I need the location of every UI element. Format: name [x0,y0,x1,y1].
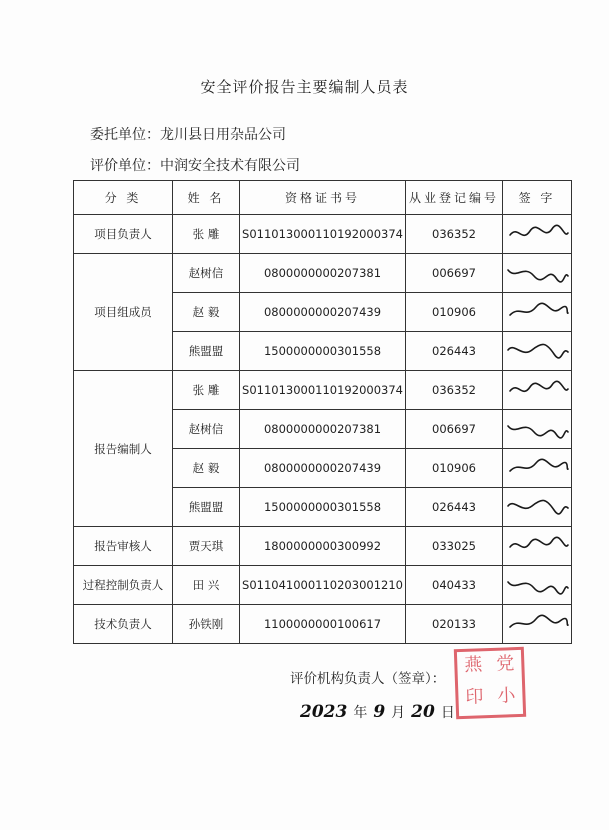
seal-char: 小 [497,685,516,707]
responsible-signature-label: 评价机构负责人（签章）： [290,671,446,687]
handwritten-signature-icon [504,533,570,559]
signature-cell [503,254,572,293]
signature-cell [503,215,572,254]
cert-cell: S011013000110192000374 [240,215,406,254]
registration-cell: 020133 [406,605,503,644]
name-cell: 田 兴 [173,566,240,605]
signature-cell [503,410,572,449]
signature-cell [503,371,572,410]
registration-cell: 040433 [406,566,503,605]
header-cert: 资格证书号 [240,181,406,215]
table-header-row [74,181,572,215]
date-month: 9 [373,702,386,722]
category-cell: 报告编制人 [74,371,173,527]
registration-cell: 006697 [406,254,503,293]
name-cell: 熊盟盟 [173,488,240,527]
signing-date [300,702,455,722]
signature-cell [503,293,572,332]
registration-cell: 036352 [406,215,503,254]
table-row [74,215,572,254]
name-cell: 熊盟盟 [173,332,240,371]
seal-char: 印 [465,686,484,708]
signature-cell [503,332,572,371]
handwritten-signature-icon [504,572,570,598]
header-name: 姓 名 [173,181,240,215]
registration-cell: 010906 [406,449,503,488]
signature-cell [503,527,572,566]
handwritten-signature-icon [504,299,570,325]
registration-cell: 006697 [406,410,503,449]
cert-cell: 1100000000100617 [240,605,406,644]
registration-cell: 033025 [406,527,503,566]
cert-cell: 0800000000207381 [240,410,406,449]
handwritten-signature-icon [504,455,570,481]
seal-char: 党 [495,653,515,675]
name-cell: 赵树信 [173,410,240,449]
table-row [74,527,572,566]
registration-cell: 010906 [406,293,503,332]
evaluator-line: 评价单位：中润安全技术有限公司 [90,158,300,174]
cert-cell: 0800000000207381 [240,254,406,293]
registration-cell: 026443 [406,488,503,527]
table-row [74,605,572,644]
table-row [74,566,572,605]
official-seal [454,647,526,719]
cert-cell: 1800000000300992 [240,527,406,566]
document-title: 安全评价报告主要编制人员表 [200,78,409,96]
handwritten-signature-icon [504,494,570,520]
signature-cell [503,488,572,527]
date-year-unit: 年 [353,705,368,721]
header-registration: 从业登记编号 [406,181,503,215]
cert-cell: S011041000110203001210 [240,566,406,605]
name-cell: 孙铁刚 [173,605,240,644]
cert-cell: 0800000000207439 [240,293,406,332]
category-cell: 项目负责人 [74,215,173,254]
handwritten-signature-icon [504,338,570,364]
handwritten-signature-icon [504,260,570,286]
signature-cell [503,566,572,605]
registration-cell: 036352 [406,371,503,410]
cert-cell: 0800000000207439 [240,449,406,488]
handwritten-signature-icon [504,221,570,247]
category-cell: 报告审核人 [74,527,173,566]
table-row [74,371,572,410]
signature-cell [503,449,572,488]
category-cell: 技术负责人 [74,605,173,644]
name-cell: 贾天琪 [173,527,240,566]
registration-cell: 026443 [406,332,503,371]
handwritten-signature-icon [504,377,570,403]
date-month-unit: 月 [391,705,406,721]
date-day-unit: 日 [440,705,455,721]
category-cell: 过程控制负责人 [74,566,173,605]
table-row [74,254,572,293]
header-signature: 签 字 [503,181,572,215]
date-day: 20 [411,702,435,722]
date-year: 2023 [300,702,348,722]
signature-cell [503,605,572,644]
cert-cell: 1500000000301558 [240,332,406,371]
handwritten-signature-icon [504,416,570,442]
handwritten-signature-icon [504,611,570,637]
name-cell: 赵树信 [173,254,240,293]
client-line: 委托单位：龙川县日用杂品公司 [90,127,286,143]
name-cell: 赵 毅 [173,293,240,332]
header-category: 分 类 [74,181,173,215]
name-cell: 张 雕 [173,371,240,410]
cert-cell: S011013000110192000374 [240,371,406,410]
category-cell: 项目组成员 [74,254,173,371]
seal-char: 燕 [464,654,483,676]
personnel-table [73,180,572,644]
cert-cell: 1500000000301558 [240,488,406,527]
name-cell: 赵 毅 [173,449,240,488]
name-cell: 张 雕 [173,215,240,254]
